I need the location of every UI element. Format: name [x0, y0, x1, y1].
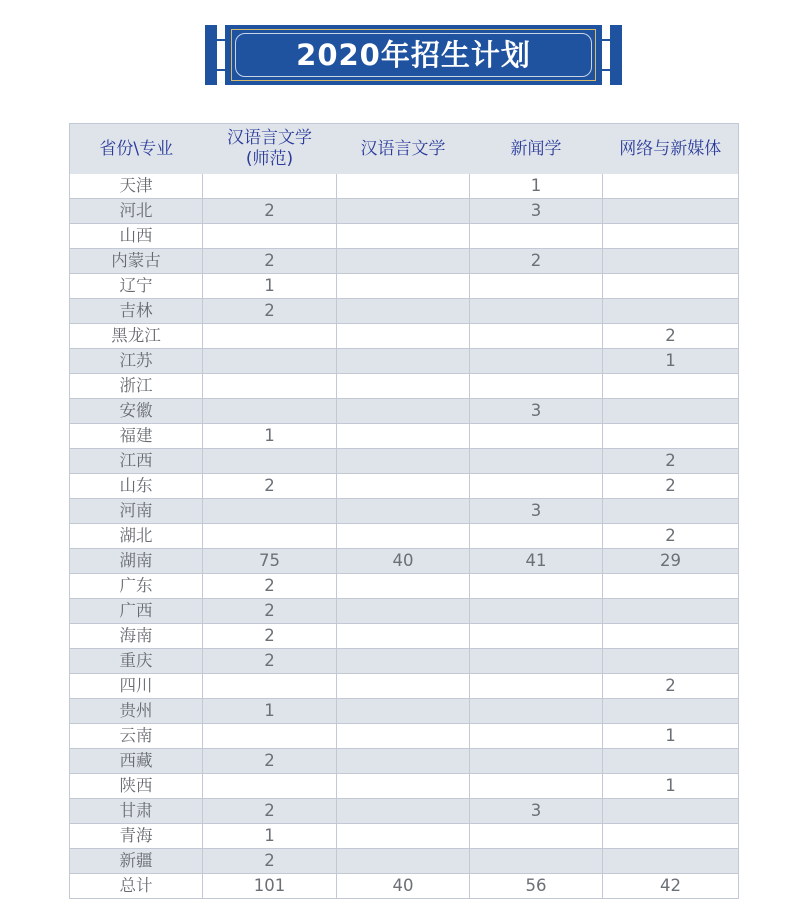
quota-cell	[337, 749, 470, 774]
table-row	[70, 449, 739, 474]
quota-cell	[470, 374, 603, 399]
quota-cell: 75	[203, 549, 337, 574]
quota-cell	[470, 449, 603, 474]
province-cell: 青海	[70, 824, 203, 849]
province-cell: 河北	[70, 199, 203, 224]
quota-cell	[337, 349, 470, 374]
quota-cell	[337, 774, 470, 799]
table-row	[70, 199, 739, 224]
quota-cell	[337, 299, 470, 324]
header-new-media: 网络与新媒体	[603, 124, 739, 175]
quota-cell	[603, 799, 739, 824]
quota-cell	[470, 424, 603, 449]
header-line: (师范)	[245, 149, 294, 169]
quota-cell	[337, 799, 470, 824]
quota-cell	[470, 599, 603, 624]
table-row	[70, 274, 739, 299]
quota-cell	[337, 699, 470, 724]
table-row	[70, 749, 739, 774]
table-row	[70, 849, 739, 874]
table-row	[70, 224, 739, 249]
quota-cell	[603, 499, 739, 524]
header-line: 汉语言文学	[227, 128, 312, 148]
quota-cell	[603, 749, 739, 774]
quota-cell	[337, 249, 470, 274]
quota-cell	[470, 574, 603, 599]
quota-cell	[603, 699, 739, 724]
province-cell: 陕西	[70, 774, 203, 799]
table-row	[70, 649, 739, 674]
table-row	[70, 474, 739, 499]
quota-cell	[203, 349, 337, 374]
quota-cell	[603, 649, 739, 674]
quota-cell	[203, 374, 337, 399]
province-cell: 山西	[70, 224, 203, 249]
quota-cell	[603, 174, 739, 199]
quota-cell	[337, 574, 470, 599]
table-row	[70, 499, 739, 524]
quota-cell: 2	[603, 674, 739, 699]
quota-cell	[337, 399, 470, 424]
quota-cell	[470, 624, 603, 649]
quota-cell: 40	[337, 874, 470, 899]
table-row	[70, 524, 739, 549]
quota-cell	[603, 274, 739, 299]
quota-cell	[470, 824, 603, 849]
quota-cell	[203, 499, 337, 524]
header-journalism: 新闻学	[470, 124, 603, 175]
quota-cell	[203, 174, 337, 199]
enrollment-plan-table	[69, 123, 739, 899]
quota-cell: 3	[470, 199, 603, 224]
quota-cell	[470, 649, 603, 674]
quota-cell	[337, 474, 470, 499]
quota-cell	[470, 474, 603, 499]
quota-cell	[337, 649, 470, 674]
quota-cell	[603, 199, 739, 224]
quota-cell	[203, 724, 337, 749]
table-row	[70, 299, 739, 324]
province-cell: 重庆	[70, 649, 203, 674]
table-row	[70, 374, 739, 399]
table-row	[70, 799, 739, 824]
quota-cell	[337, 424, 470, 449]
province-cell: 江苏	[70, 349, 203, 374]
table-row	[70, 624, 739, 649]
quota-cell	[470, 724, 603, 749]
quota-cell: 41	[470, 549, 603, 574]
quota-cell	[337, 849, 470, 874]
quota-cell	[470, 849, 603, 874]
quota-cell	[603, 424, 739, 449]
quota-cell	[470, 524, 603, 549]
table-row	[70, 574, 739, 599]
quota-cell: 2	[203, 849, 337, 874]
quota-cell	[470, 349, 603, 374]
quota-cell: 2	[203, 574, 337, 599]
province-cell: 安徽	[70, 399, 203, 424]
table-row	[70, 549, 739, 574]
quota-cell	[203, 774, 337, 799]
quota-cell	[203, 449, 337, 474]
province-cell: 西藏	[70, 749, 203, 774]
quota-cell: 1	[203, 824, 337, 849]
quota-cell: 1	[470, 174, 603, 199]
table-header-row	[70, 124, 739, 175]
quota-cell: 1	[603, 724, 739, 749]
province-cell: 黑龙江	[70, 324, 203, 349]
quota-cell: 1	[203, 699, 337, 724]
quota-cell	[603, 824, 739, 849]
quota-cell: 2	[203, 624, 337, 649]
province-cell: 江西	[70, 449, 203, 474]
quota-cell	[603, 599, 739, 624]
quota-cell: 29	[603, 549, 739, 574]
province-cell: 山东	[70, 474, 203, 499]
quota-cell: 40	[337, 549, 470, 574]
quota-cell	[203, 224, 337, 249]
table-row	[70, 349, 739, 374]
province-cell: 四川	[70, 674, 203, 699]
quota-cell: 2	[470, 249, 603, 274]
header-province-major: 省份\专业	[70, 124, 203, 175]
quota-cell	[337, 599, 470, 624]
quota-cell: 42	[603, 874, 739, 899]
quota-cell	[603, 849, 739, 874]
quota-cell: 56	[470, 874, 603, 899]
quota-cell	[470, 674, 603, 699]
quota-cell: 3	[470, 799, 603, 824]
title-banner	[205, 25, 622, 85]
table-row	[70, 174, 739, 199]
province-cell: 广西	[70, 599, 203, 624]
province-cell: 甘肃	[70, 799, 203, 824]
quota-cell	[470, 699, 603, 724]
province-cell: 贵州	[70, 699, 203, 724]
quota-cell	[470, 749, 603, 774]
table-row	[70, 249, 739, 274]
quota-cell	[337, 174, 470, 199]
quota-cell: 1	[203, 424, 337, 449]
table-row	[70, 599, 739, 624]
header-chinese-lit: 汉语言文学	[337, 124, 470, 175]
province-cell: 内蒙古	[70, 249, 203, 274]
table-row	[70, 399, 739, 424]
quota-cell: 2	[603, 449, 739, 474]
quota-cell	[337, 449, 470, 474]
quota-cell: 2	[603, 524, 739, 549]
quota-cell: 2	[203, 799, 337, 824]
quota-cell: 2	[203, 474, 337, 499]
quota-cell	[603, 399, 739, 424]
province-cell: 云南	[70, 724, 203, 749]
quota-cell	[470, 274, 603, 299]
province-cell: 福建	[70, 424, 203, 449]
province-cell: 河南	[70, 499, 203, 524]
quota-cell	[470, 299, 603, 324]
quota-cell: 3	[470, 399, 603, 424]
quota-cell	[337, 224, 470, 249]
quota-cell	[337, 199, 470, 224]
quota-cell	[203, 524, 337, 549]
quota-cell	[603, 224, 739, 249]
quota-cell	[337, 724, 470, 749]
quota-cell	[470, 324, 603, 349]
quota-cell: 2	[203, 299, 337, 324]
quota-cell: 2	[203, 599, 337, 624]
province-cell: 新疆	[70, 849, 203, 874]
quota-cell: 2	[603, 474, 739, 499]
quota-cell: 1	[603, 349, 739, 374]
quota-cell: 3	[470, 499, 603, 524]
quota-cell	[203, 399, 337, 424]
province-cell: 天津	[70, 174, 203, 199]
province-cell: 总计	[70, 874, 203, 899]
quota-cell	[203, 674, 337, 699]
quota-cell	[337, 374, 470, 399]
quota-cell: 2	[203, 649, 337, 674]
quota-cell: 101	[203, 874, 337, 899]
province-cell: 海南	[70, 624, 203, 649]
quota-cell: 2	[203, 749, 337, 774]
quota-cell: 1	[203, 274, 337, 299]
quota-cell	[337, 624, 470, 649]
table-row	[70, 824, 739, 849]
table-row	[70, 674, 739, 699]
quota-cell	[603, 299, 739, 324]
page-title: 2020年招生计划	[296, 38, 531, 72]
province-cell: 湖南	[70, 549, 203, 574]
quota-cell	[337, 674, 470, 699]
quota-cell	[603, 574, 739, 599]
quota-cell: 2	[203, 249, 337, 274]
province-cell: 湖北	[70, 524, 203, 549]
table-row	[70, 424, 739, 449]
province-cell: 浙江	[70, 374, 203, 399]
province-cell: 吉林	[70, 299, 203, 324]
quota-cell	[203, 324, 337, 349]
table-row	[70, 774, 739, 799]
quota-cell: 1	[603, 774, 739, 799]
quota-cell: 2	[203, 199, 337, 224]
table-row	[70, 699, 739, 724]
header-chinese-lit-normal	[203, 124, 337, 175]
table-row	[70, 724, 739, 749]
province-cell: 辽宁	[70, 274, 203, 299]
quota-cell	[337, 524, 470, 549]
quota-cell	[470, 774, 603, 799]
table-row	[70, 324, 739, 349]
quota-cell: 2	[603, 324, 739, 349]
quota-cell	[470, 224, 603, 249]
quota-cell	[337, 274, 470, 299]
quota-cell	[337, 324, 470, 349]
quota-cell	[603, 374, 739, 399]
quota-cell	[337, 824, 470, 849]
quota-cell	[337, 499, 470, 524]
quota-cell	[603, 249, 739, 274]
table-total-row	[70, 874, 739, 899]
province-cell: 广东	[70, 574, 203, 599]
quota-cell	[603, 624, 739, 649]
